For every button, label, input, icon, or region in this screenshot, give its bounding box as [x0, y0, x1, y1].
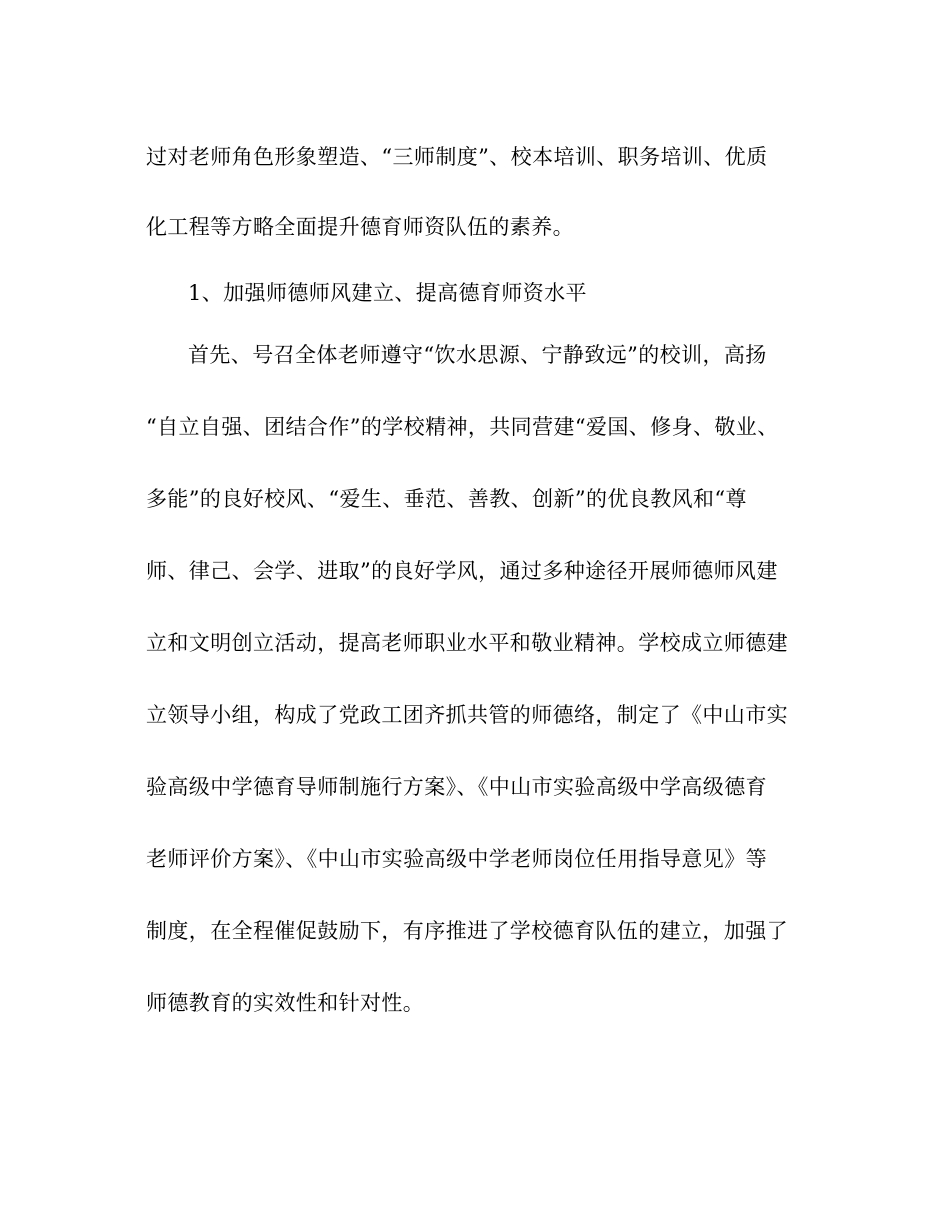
- text-line: 立和文明创立活动，提高老师职业水平和敬业精神。学校成立师德建: [146, 631, 788, 655]
- text-line: “自立自强、团结合作”的学校精神，共同营建“爱国、修身、敬业、: [146, 415, 779, 439]
- text-line: 制度，在全程催促鼓励下，有序推进了学校德育队伍的建立，加强了: [146, 919, 788, 943]
- text-line: 老师评价方案》、《中山市实验高级中学老师岗位任用指导意见》等: [146, 847, 767, 871]
- text-line: 多能”的良好校风、“爱生、垂范、善教、创新”的优良教风和“尊: [146, 487, 747, 511]
- text-line: 过对老师角色形象塑造、“三师制度”、校本培训、职务培训、优质: [146, 145, 768, 169]
- text-line: 首先、号召全体老师遵守“饮水思源、宁静致远”的校训，高扬: [188, 343, 767, 367]
- text-line: 立领导小组，构成了党政工团齐抓共管的师德络，制定了《中山市实: [146, 703, 788, 727]
- text-line: 化工程等方略全面提升德育师资队伍的素养。: [146, 215, 574, 239]
- text-line: 验高级中学德育导师制施行方案》、《中山市实验高级中学高级德育: [146, 775, 767, 799]
- text-line: 师、律己、会学、进取”的良好学风，通过多种途径开展师德师风建: [146, 559, 778, 583]
- section-heading: 1、加强师德师风建立、提高德育师资水平: [188, 281, 587, 305]
- text-line: 师德教育的实效性和针对性。: [146, 991, 425, 1015]
